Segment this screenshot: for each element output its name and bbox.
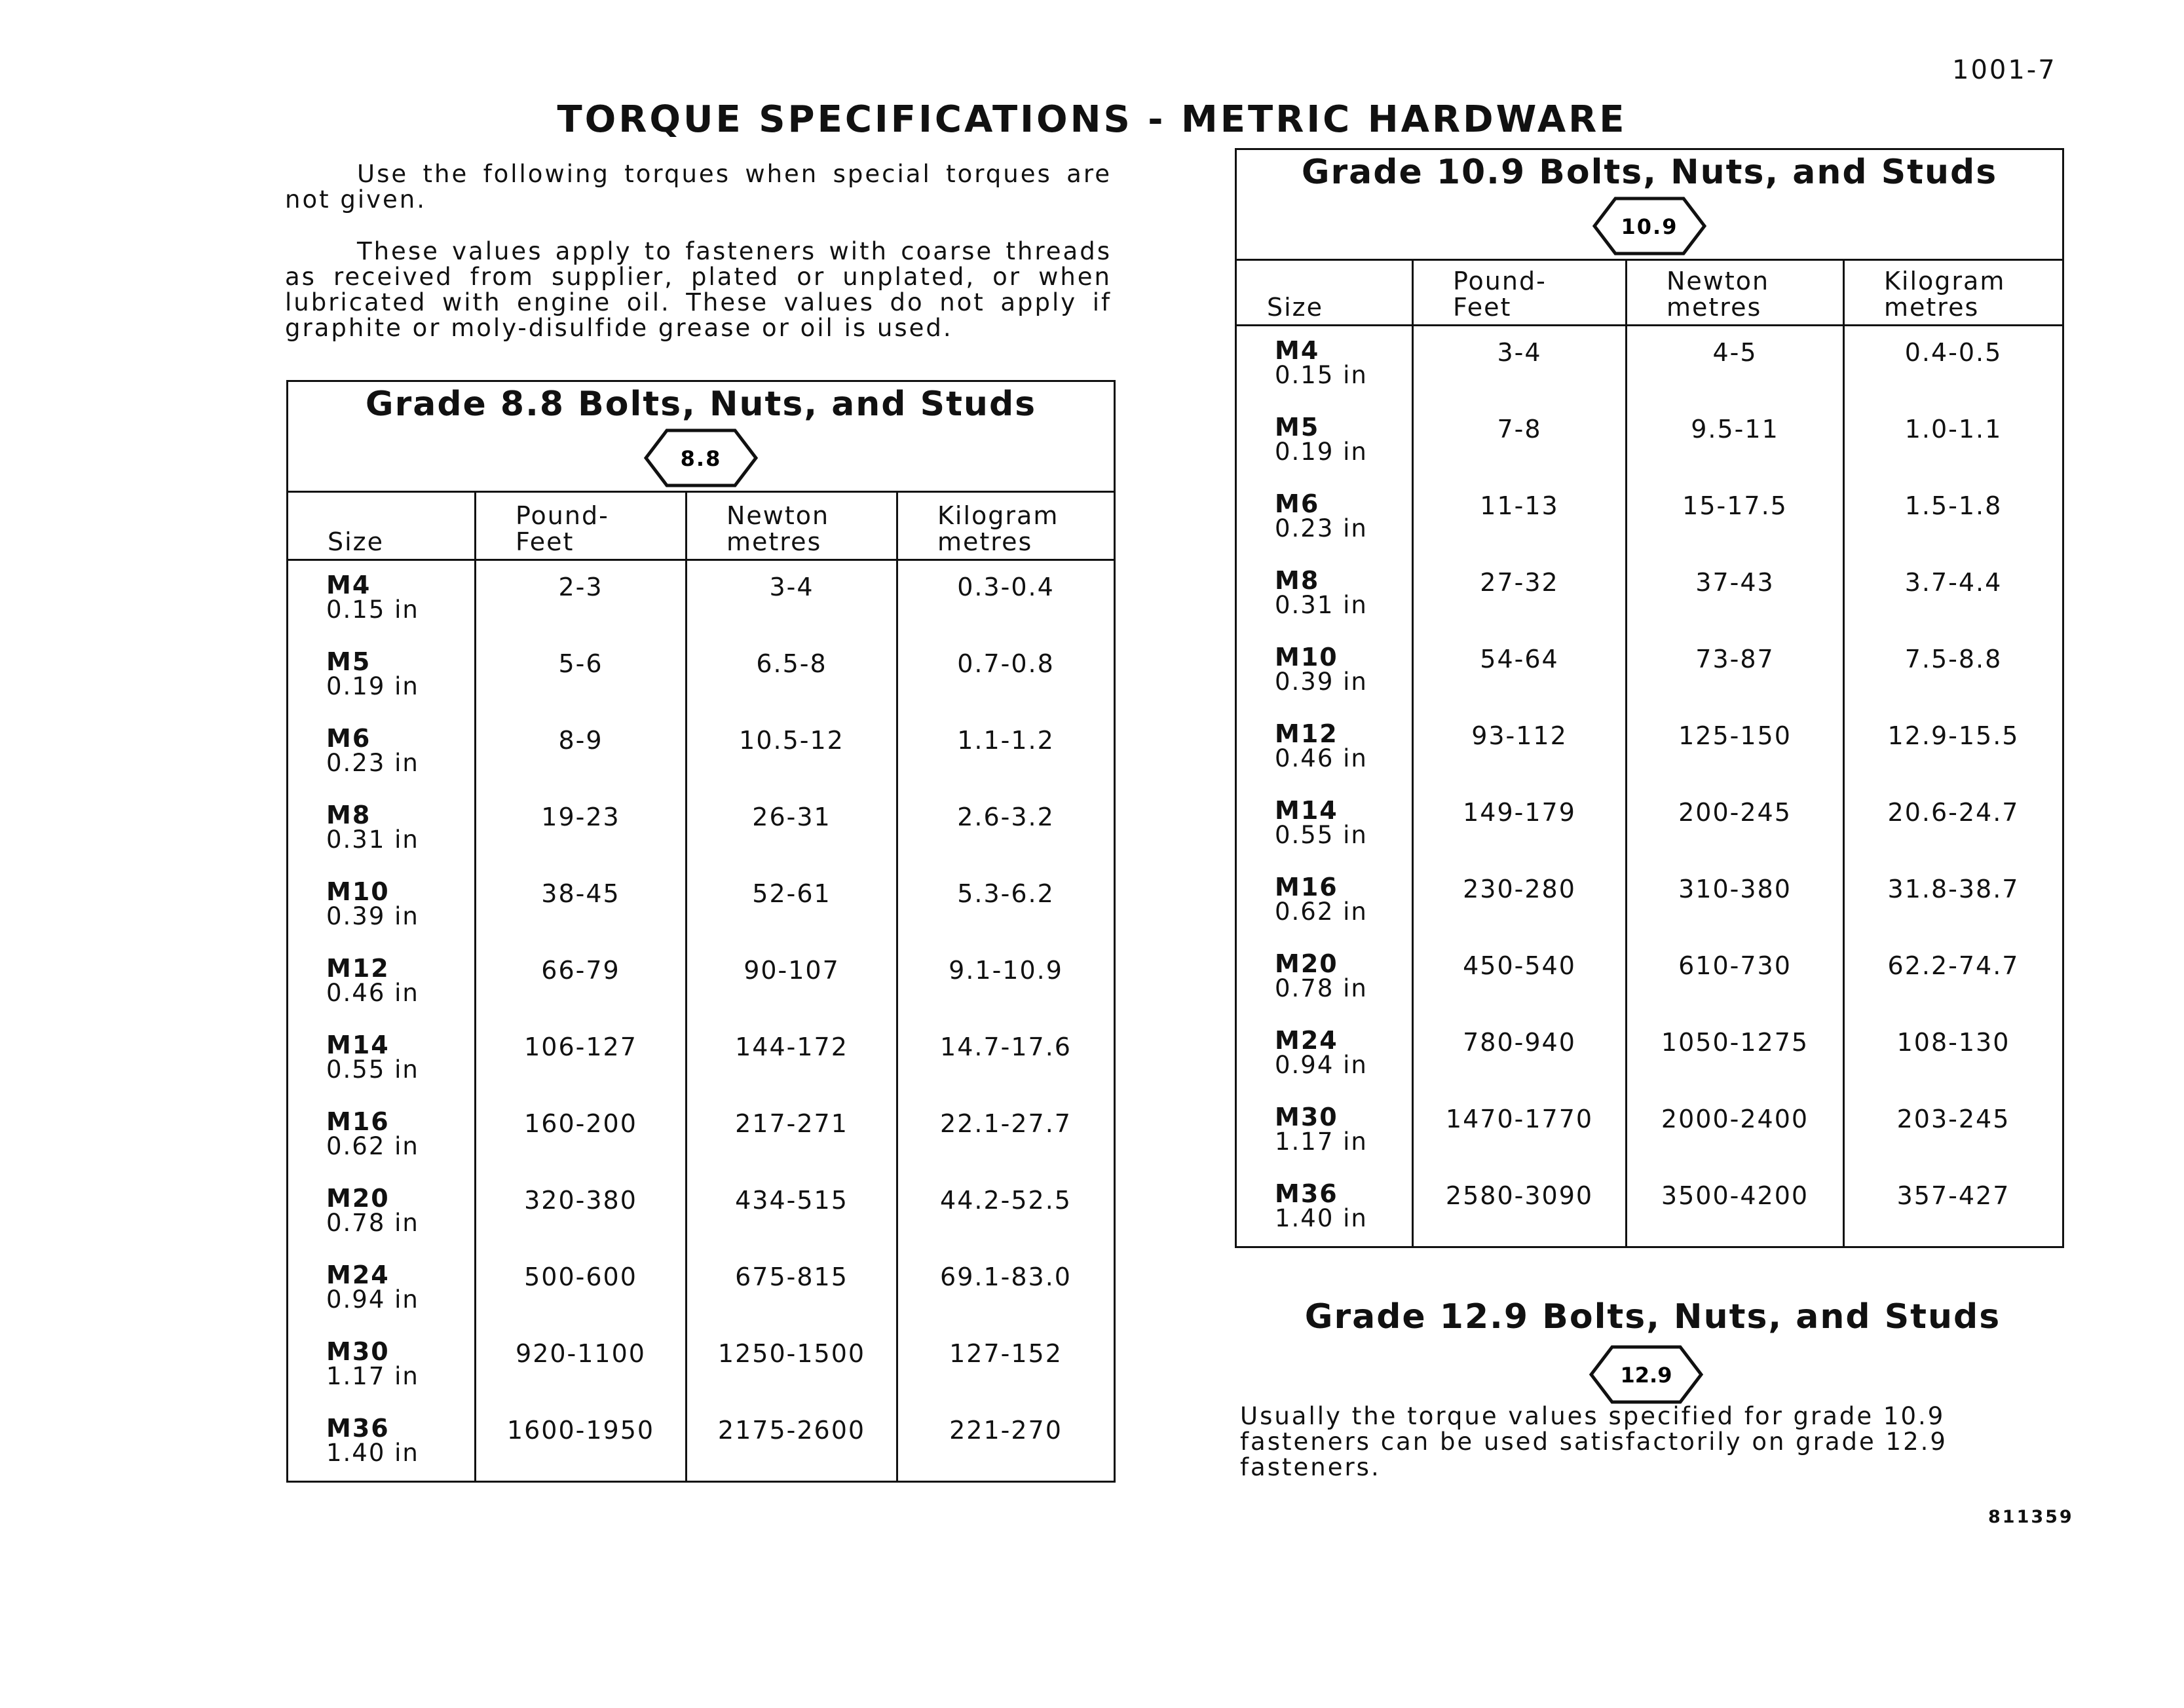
size-cell [1236,326,1413,404]
size-inch: 0.23 in [1275,514,1368,542]
kilogram-metres-value: 1.0-1.1 [1844,403,2063,480]
size-metric: M16 [1275,873,1338,901]
newton-metres-value: 4-5 [1627,326,1844,404]
grade-10-9-table [1235,148,2064,1248]
pound-feet-value: 2580-3090 [1413,1169,1627,1247]
size-inch: 0.62 in [326,1132,419,1160]
pound-feet-value: 66-79 [476,944,687,1021]
header-kilogram-line1: Kilogram [1884,267,2006,295]
kilogram-metres-value: 5.3-6.2 [897,867,1115,944]
kilogram-metres-value: 31.8-38.7 [1844,863,2063,939]
size-cell [288,637,476,714]
size-cell [288,1021,476,1097]
table-row [1236,326,2063,404]
size-inch: 0.15 in [326,596,419,624]
table-row [288,1404,1115,1482]
size-metric: M14 [1275,796,1338,825]
size-metric: M5 [1275,413,1320,442]
table-row [1236,480,2063,556]
hexagon-badge-icon [1592,196,1707,256]
header-kilogram-line2: metres [1884,293,1980,322]
kilogram-metres-value: 22.1-27.7 [897,1097,1115,1174]
newton-metres-value: 26-31 [687,791,897,867]
table-row [1236,710,2063,786]
size-cell [288,1327,476,1404]
size-metric: M20 [326,1184,390,1213]
size-metric: M4 [326,571,371,599]
grade-12-9-title: Grade 12.9 Bolts, Nuts, and Studs [1304,1297,2001,1337]
pound-feet-value: 19-23 [476,791,687,867]
size-cell [1236,1093,1413,1169]
newton-metres-value: 37-43 [1627,556,1844,633]
size-inch: 1.40 in [1275,1204,1368,1232]
pound-feet-value: 149-179 [1413,786,1627,863]
size-inch: 0.19 in [326,672,419,700]
newton-metres-value: 434-515 [687,1174,897,1251]
table-row [288,714,1115,791]
intro-paragraph-1 [285,161,1112,212]
newton-metres-value: 9.5-11 [1627,403,1844,480]
pound-feet-value: 160-200 [476,1097,687,1174]
table-row [288,1327,1115,1404]
pound-feet-value: 5-6 [476,637,687,714]
size-inch: 0.46 in [1275,744,1368,772]
page-title: TORQUE SPECIFICATIONS - METRIC HARDWARE [557,98,1627,141]
size-metric: M5 [326,647,371,676]
pound-feet-value: 11-13 [1413,480,1627,556]
size-cell [1236,1016,1413,1093]
size-cell [288,560,476,638]
table-row [288,1021,1115,1097]
grade-12-9-badge: 12.9 [1620,1363,1672,1388]
kilogram-metres-value: 0.4-0.5 [1844,326,2063,404]
size-inch: 0.94 in [1275,1051,1368,1079]
header-kilogram-line1: Kilogram [937,501,1059,530]
table-row [288,1174,1115,1251]
newton-metres-value: 52-61 [687,867,897,944]
table-row [1236,633,2063,710]
pound-feet-value: 1600-1950 [476,1404,687,1482]
header-newton-line2: metres [726,527,822,556]
header-pound-feet-line2: Feet [516,527,574,556]
hexagon-badge-icon [643,428,759,488]
size-inch: 0.31 in [1275,591,1368,619]
table-row [1236,939,2063,1016]
size-metric: M8 [1275,566,1320,595]
size-cell [288,1404,476,1482]
size-cell [288,944,476,1021]
size-inch: 0.23 in [326,749,419,777]
size-inch: 0.55 in [326,1055,419,1084]
newton-metres-value: 90-107 [687,944,897,1021]
kilogram-metres-value: 0.3-0.4 [897,560,1115,638]
table-row [288,867,1115,944]
newton-metres-value: 3500-4200 [1627,1169,1844,1247]
pound-feet-value: 450-540 [1413,939,1627,1016]
newton-metres-value: 15-17.5 [1627,480,1844,556]
size-cell [1236,480,1413,556]
newton-metres-value: 1250-1500 [687,1327,897,1404]
table-row [1236,556,2063,633]
size-cell [1236,633,1413,710]
size-inch: 0.31 in [326,826,419,854]
size-inch: 0.39 in [326,902,419,930]
table-row [1236,1016,2063,1093]
size-inch: 0.46 in [326,979,419,1007]
pound-feet-value: 106-127 [476,1021,687,1097]
size-metric: M12 [1275,719,1338,748]
kilogram-metres-value: 44.2-52.5 [897,1174,1115,1251]
table-row [288,1097,1115,1174]
intro-text-1: Use the following torques when special torques are not given. [285,160,1112,214]
document-code: 811359 [1988,1507,2074,1527]
size-cell [288,714,476,791]
size-cell [1236,710,1413,786]
size-cell [1236,403,1413,480]
kilogram-metres-value: 14.7-17.6 [897,1021,1115,1097]
size-cell [1236,863,1413,939]
grade-8-8-table [286,380,1116,1483]
table-row [1236,1169,2063,1247]
size-metric: M30 [1275,1103,1338,1131]
size-cell [288,791,476,867]
size-metric: M4 [1275,336,1320,365]
newton-metres-value: 144-172 [687,1021,897,1097]
size-cell [1236,556,1413,633]
pound-feet-value: 3-4 [1413,326,1627,404]
grade-10-9-title: Grade 10.9 Bolts, Nuts, and Studs [1301,153,1998,192]
size-metric: M8 [326,801,371,829]
size-inch: 0.15 in [1275,361,1368,389]
header-size [288,492,476,560]
kilogram-metres-value: 20.6-24.7 [1844,786,2063,863]
size-cell [1236,939,1413,1016]
newton-metres-value: 2175-2600 [687,1404,897,1482]
header-pound-feet-line2: Feet [1453,293,1512,322]
size-metric: M24 [326,1261,390,1289]
hexagon-badge-icon [1589,1344,1704,1405]
table-row [1236,403,2063,480]
kilogram-metres-value: 357-427 [1844,1169,2063,1247]
header-pound-feet [1413,260,1627,326]
size-cell [288,1174,476,1251]
size-metric: M6 [1275,489,1320,518]
newton-metres-value: 217-271 [687,1097,897,1174]
kilogram-metres-value: 62.2-74.7 [1844,939,2063,1016]
kilogram-metres-value: 203-245 [1844,1093,2063,1169]
kilogram-metres-value: 108-130 [1844,1016,2063,1093]
header-newton-line2: metres [1666,293,1762,322]
page-number: 1001-7 [1952,55,2057,85]
kilogram-metres-value: 127-152 [897,1327,1115,1404]
size-cell [1236,1169,1413,1247]
newton-metres-value: 610-730 [1627,939,1844,1016]
size-inch: 0.78 in [326,1209,419,1237]
table-row [288,1251,1115,1327]
intro-text-2: These values apply to fasteners with coarse threads as received from supplier, plated or unplated, or when lubricated with engine oil. These values do not apply if graphite or moly-disulfide grease or oil is used. [285,237,1112,342]
header-newton-line1: Newton [1666,267,1770,295]
table-row [288,637,1115,714]
pound-feet-value: 320-380 [476,1174,687,1251]
size-inch: 1.40 in [326,1439,419,1467]
pound-feet-value: 27-32 [1413,556,1627,633]
size-metric: M12 [326,954,390,983]
size-cell [288,867,476,944]
newton-metres-value: 1050-1275 [1627,1016,1844,1093]
size-metric: M24 [1275,1026,1338,1055]
header-size-label: Size [328,527,385,556]
grade-8-8-badge: 8.8 [680,446,722,471]
size-inch: 0.19 in [1275,438,1368,466]
header-size-label: Size [1267,293,1324,322]
pound-feet-value: 500-600 [476,1251,687,1327]
grade-10-9-caption [1236,149,2063,260]
newton-metres-value: 310-380 [1627,863,1844,939]
size-metric: M6 [326,724,371,753]
kilogram-metres-value: 9.1-10.9 [897,944,1115,1021]
table-row [1236,786,2063,863]
newton-metres-value: 675-815 [687,1251,897,1327]
size-inch: 0.62 in [1275,898,1368,926]
size-inch: 0.78 in [1275,974,1368,1002]
size-cell [1236,786,1413,863]
newton-metres-value: 6.5-8 [687,637,897,714]
header-kilogram-metres [897,492,1115,560]
header-pound-feet-line1: Pound- [516,501,609,530]
newton-metres-value: 3-4 [687,560,897,638]
pound-feet-value: 8-9 [476,714,687,791]
pound-feet-value: 780-940 [1413,1016,1627,1093]
table-row [1236,1093,2063,1169]
size-inch: 1.17 in [1275,1128,1368,1156]
kilogram-metres-value: 221-270 [897,1404,1115,1482]
size-metric: M10 [326,877,390,906]
kilogram-metres-value: 7.5-8.8 [1844,633,2063,710]
header-newton-metres [687,492,897,560]
pound-feet-value: 93-112 [1413,710,1627,786]
table-row [1236,863,2063,939]
header-kilogram-line2: metres [937,527,1033,556]
header-kilogram-metres [1844,260,2063,326]
kilogram-metres-value: 1.1-1.2 [897,714,1115,791]
grade-8-8-caption [288,381,1115,492]
size-inch: 0.39 in [1275,668,1368,696]
header-size [1236,260,1413,326]
header-pound-feet [476,492,687,560]
size-inch: 0.94 in [326,1285,419,1314]
newton-metres-value: 125-150 [1627,710,1844,786]
table-row [288,791,1115,867]
size-metric: M10 [1275,643,1338,672]
kilogram-metres-value: 0.7-0.8 [897,637,1115,714]
grade-10-9-badge: 10.9 [1621,214,1678,239]
header-pound-feet-line1: Pound- [1453,267,1547,295]
size-metric: M30 [326,1337,390,1366]
size-cell [288,1251,476,1327]
newton-metres-value: 2000-2400 [1627,1093,1844,1169]
table-row [288,560,1115,638]
size-metric: M16 [326,1107,390,1136]
pound-feet-value: 7-8 [1413,403,1627,480]
pound-feet-value: 230-280 [1413,863,1627,939]
table-row [288,944,1115,1021]
kilogram-metres-value: 1.5-1.8 [1844,480,2063,556]
pound-feet-value: 1470-1770 [1413,1093,1627,1169]
size-metric: M20 [1275,949,1338,978]
size-inch: 1.17 in [326,1362,419,1390]
pound-feet-value: 920-1100 [476,1327,687,1404]
size-metric: M36 [1275,1179,1338,1208]
grade-8-8-title: Grade 8.8 Bolts, Nuts, and Studs [365,385,1037,424]
intro-paragraph-2 [285,238,1112,341]
newton-metres-value: 200-245 [1627,786,1844,863]
newton-metres-value: 73-87 [1627,633,1844,710]
kilogram-metres-value: 2.6-3.2 [897,791,1115,867]
size-metric: M14 [326,1031,390,1059]
header-newton-metres [1627,260,1844,326]
pound-feet-value: 54-64 [1413,633,1627,710]
pound-feet-value: 2-3 [476,560,687,638]
grade-12-9-note: Usually the torque values specified for grade 10.9 fasteners can be used satisfactorily on grade 12.9 fasteners. [1240,1402,1948,1481]
header-newton-line1: Newton [726,501,830,530]
size-metric: M36 [326,1414,390,1443]
size-inch: 0.55 in [1275,821,1368,849]
size-cell [288,1097,476,1174]
pound-feet-value: 38-45 [476,867,687,944]
newton-metres-value: 10.5-12 [687,714,897,791]
kilogram-metres-value: 12.9-15.5 [1844,710,2063,786]
kilogram-metres-value: 69.1-83.0 [897,1251,1115,1327]
kilogram-metres-value: 3.7-4.4 [1844,556,2063,633]
